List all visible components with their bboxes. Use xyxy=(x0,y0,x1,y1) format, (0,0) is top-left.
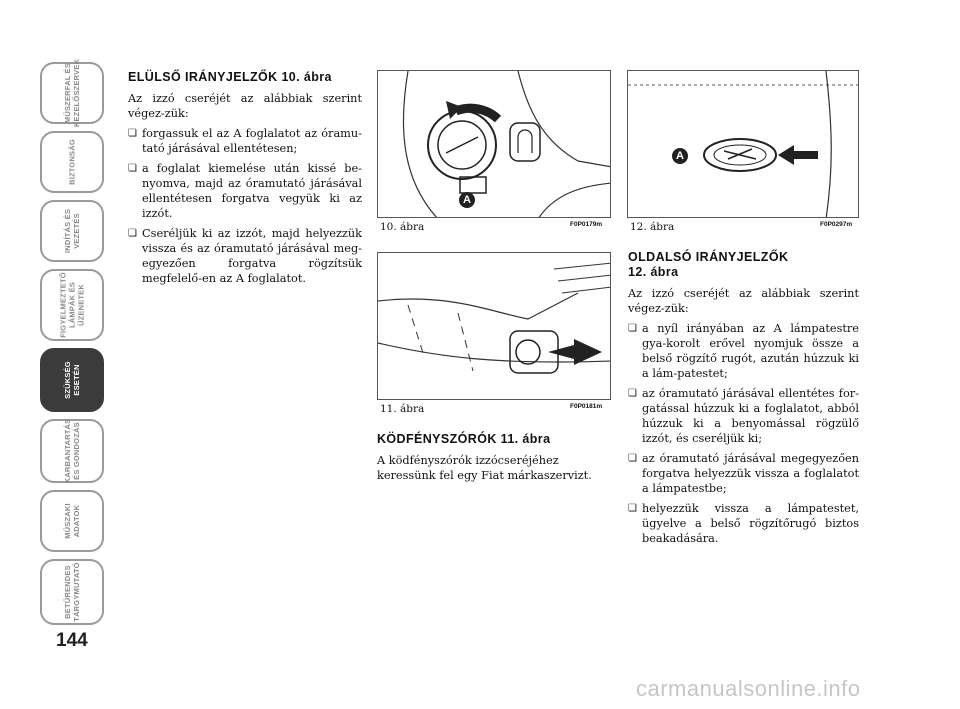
section-heading: ELÜLSŐ IRÁNYJELZŐK 10. ábra xyxy=(128,70,332,84)
figure-10-caption: 10. ábra xyxy=(380,221,425,233)
step-item: ❏ a nyíl irányában az A lámpatestre gya-korolt erővel nyomjuk össze a belső rögzítő rugót, azután húzzuk ki a lám-patestet; xyxy=(628,321,859,381)
watermark-text: carmanualsonline.info xyxy=(636,676,861,701)
figure-11-code: F0P0181m xyxy=(570,403,603,410)
marker-a: A xyxy=(672,148,688,164)
section-heading: OLDALSÓ IRÁNYJELZŐK xyxy=(628,250,789,264)
tab-muszaki-adatok[interactable]: MŰSZAKI ADATOK xyxy=(40,490,104,552)
front-indicator-illustration xyxy=(378,71,611,218)
tab-szukseg-eseten[interactable]: SZÜKSÉG ESETÉN xyxy=(40,348,104,412)
figure-12-code: F0P0297m xyxy=(820,221,853,228)
intro-text: Az izzó cseréjét az alábbiak szerint végez-zük: xyxy=(628,287,859,315)
figure-10-code: F0P0179m xyxy=(570,221,603,228)
tab-inditas[interactable]: INDÍTÁS ÉS VEZETÉS xyxy=(40,200,104,262)
page-number: 144 xyxy=(56,630,88,651)
figure-10-image xyxy=(377,70,611,218)
figure-11-image xyxy=(377,252,611,400)
body-text: A ködfényszórók izzócseréjéhez keressünk fel egy Fiat márkaszervizt. xyxy=(377,454,592,482)
step-item: ❏ helyezzük vissza a lámpatestet, ügyelve a belső rögzítőrugó biztos beakadására. xyxy=(628,501,859,546)
step-list xyxy=(128,126,362,286)
fog-lights-section xyxy=(377,432,611,488)
front-indicators-section xyxy=(128,70,362,291)
tab-biztonsag[interactable]: BIZTONSÁG xyxy=(40,131,104,193)
side-indicators-section xyxy=(628,250,859,551)
tab-figyelmezteto[interactable]: FIGYELMEZTETŐ LÁMPÁK ÉS ÜZENETEK xyxy=(40,269,104,341)
section-heading-figure: 12. ábra xyxy=(628,265,679,279)
side-indicator-illustration xyxy=(628,71,859,218)
marker-a: A xyxy=(459,192,475,208)
step-item: ❏ Cseréljük ki az izzót, majd helyezzük vissza és az óramutató járásával meg-egyezően forgatva rögzítsük megfelelő-en az A foglalatot. xyxy=(128,226,362,286)
intro-text: Az izzó cseréjét az alábbiak szerint végez-zük: xyxy=(128,92,362,120)
step-item: ❏ az óramutató járásával megegyezően forgatva helyezzük vissza a foglalatot a lámpatestbe; xyxy=(628,451,859,496)
step-item: ❏ az óramutató járásával ellentétes for-gatással húzzuk ki a foglalatot, abból húzzuk ki a benyomással rögzülő izzót, és cseréljük ki; xyxy=(628,386,859,446)
section-heading: KÖDFÉNYSZÓRÓK 11. ábra xyxy=(377,432,551,446)
figure-12-image xyxy=(627,70,859,218)
figure-11-caption: 11. ábra xyxy=(380,403,425,415)
tab-karbantartas[interactable]: KARBANTARTÁS ÉS GONDOZÁS xyxy=(40,419,104,483)
fog-light-illustration xyxy=(378,253,611,400)
tab-muszerfal[interactable]: MŰSZERFAL ÉS KEZELŐSZERVEK xyxy=(40,62,104,124)
figure-12-caption: 12. ábra xyxy=(630,221,675,233)
tab-betturendes[interactable]: BETŰRENDES TÁRGYMUTATÓ xyxy=(40,559,104,625)
step-item: ❏ a foglalat kiemelése után kissé be-nyomva, majd az óramutató járásával ellentétesen forgatva vegyük ki az izzót. xyxy=(128,161,362,221)
step-item: ❏ forgassuk el az A foglalatot az óramu-tató járásával ellentétesen; xyxy=(128,126,362,156)
step-list xyxy=(628,321,859,546)
